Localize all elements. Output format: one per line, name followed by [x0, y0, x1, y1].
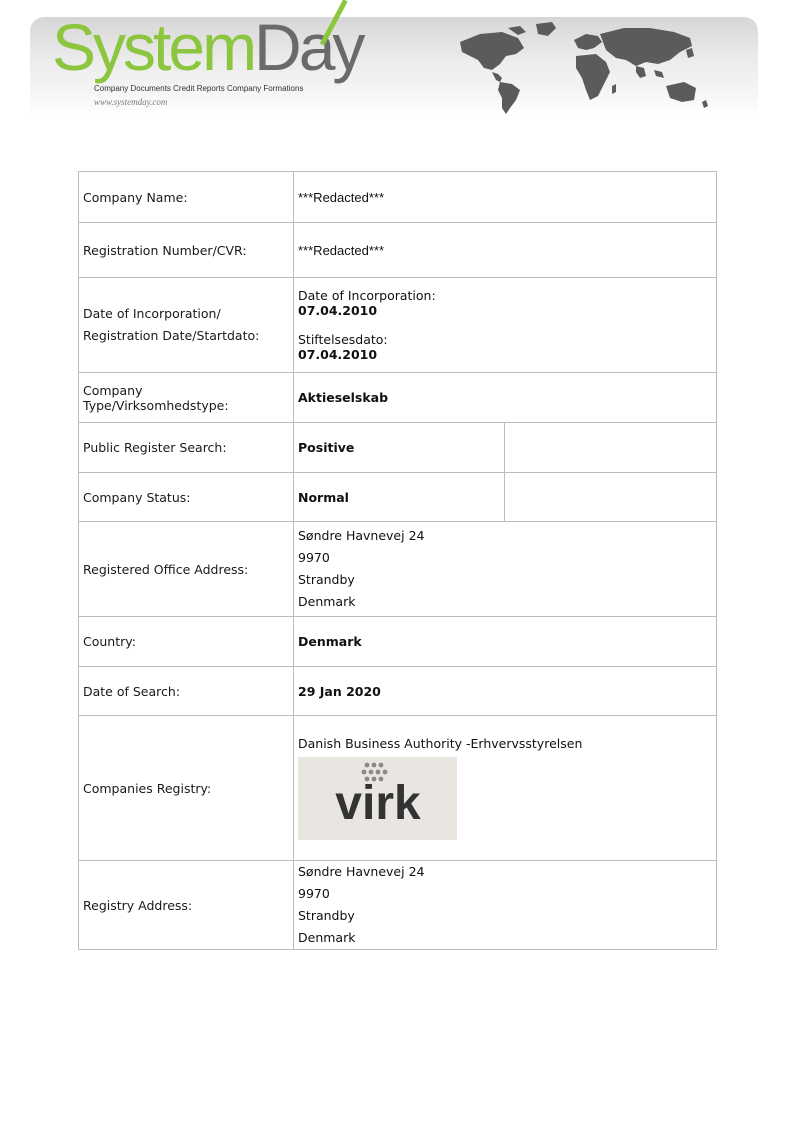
company-name-value: ***Redacted*** [298, 189, 385, 205]
company-type-value: Aktieselskab [294, 373, 717, 423]
company-status-label: Company Status: [79, 473, 294, 522]
registry-city: Strandby [298, 908, 355, 923]
registry-address-label: Registry Address: [79, 861, 294, 950]
date-of-search-label: Date of Search: [79, 667, 294, 716]
companies-registry-label: Companies Registry: [79, 716, 294, 861]
registered-office-city: Strandby [298, 572, 355, 587]
company-status-value: Normal [294, 473, 505, 522]
registration-number-label: Registration Number/CVR: [79, 223, 294, 278]
website-url: www.systemday.com [94, 97, 168, 107]
logo-text-day: Day [254, 10, 363, 84]
registry-address-cell [294, 861, 717, 950]
date-of-incorporation-cell [294, 278, 717, 373]
registration-number-value: ***Redacted*** [298, 242, 385, 258]
logo-tagline: Company Documents Credit Reports Company Formations [94, 84, 304, 93]
registered-office-address-label: Registered Office Address: [79, 522, 294, 617]
company-name-cell [294, 172, 717, 223]
companies-registry-value: Danish Business Authority -Erhvervsstyrelsen [298, 736, 583, 751]
systemday-logo [52, 10, 363, 84]
table-row [79, 522, 717, 617]
incorporation-sub-label: Date of Incorporation: [298, 288, 436, 303]
table-row [79, 373, 717, 423]
registered-office-street: Søndre Havnevej 24 [298, 528, 425, 543]
registry-postcode: 9970 [298, 886, 330, 901]
table-row [79, 617, 717, 667]
public-register-search-label: Public Register Search: [79, 423, 294, 473]
country-value: Denmark [294, 617, 717, 667]
stiftelsesdato-label: Stiftelsesdato: [298, 332, 388, 347]
virk-logo-text: virk [335, 777, 421, 830]
table-row [79, 716, 717, 861]
company-status-empty-cell [505, 473, 717, 522]
table-row [79, 667, 717, 716]
country-label: Country: [79, 617, 294, 667]
incorporation-date-value: 07.04.2010 [298, 303, 378, 318]
date-of-incorporation-label [79, 278, 294, 373]
registered-office-country: Denmark [298, 594, 356, 609]
companies-registry-cell [294, 716, 717, 861]
virk-logo [298, 757, 457, 840]
table-row [79, 861, 717, 950]
company-info-table [78, 171, 717, 950]
date-of-search-value: 29 Jan 2020 [294, 667, 717, 716]
table-row [79, 172, 717, 223]
registered-office-postcode: 9970 [298, 550, 330, 565]
table-row [79, 278, 717, 373]
logo-text-system: System [52, 10, 255, 84]
public-register-search-value: Positive [294, 423, 505, 473]
registry-street: Søndre Havnevej 24 [298, 864, 425, 879]
company-name-label: Company Name: [79, 172, 294, 223]
date-of-incorporation-label-line2: Registration Date/Startdato: [83, 328, 260, 343]
registered-office-address-cell [294, 522, 717, 617]
public-register-search-empty-cell [505, 423, 717, 473]
registry-country: Denmark [298, 930, 356, 945]
company-type-label: Company Type/Virksomhedstype: [79, 373, 294, 423]
registration-number-cell [294, 223, 717, 278]
table-row [79, 423, 717, 473]
table-row [79, 223, 717, 278]
date-of-incorporation-label-line1: Date of Incorporation/ [83, 306, 221, 321]
stiftelsesdato-value: 07.04.2010 [298, 347, 378, 362]
table-row [79, 473, 717, 522]
world-map-icon [440, 20, 730, 115]
